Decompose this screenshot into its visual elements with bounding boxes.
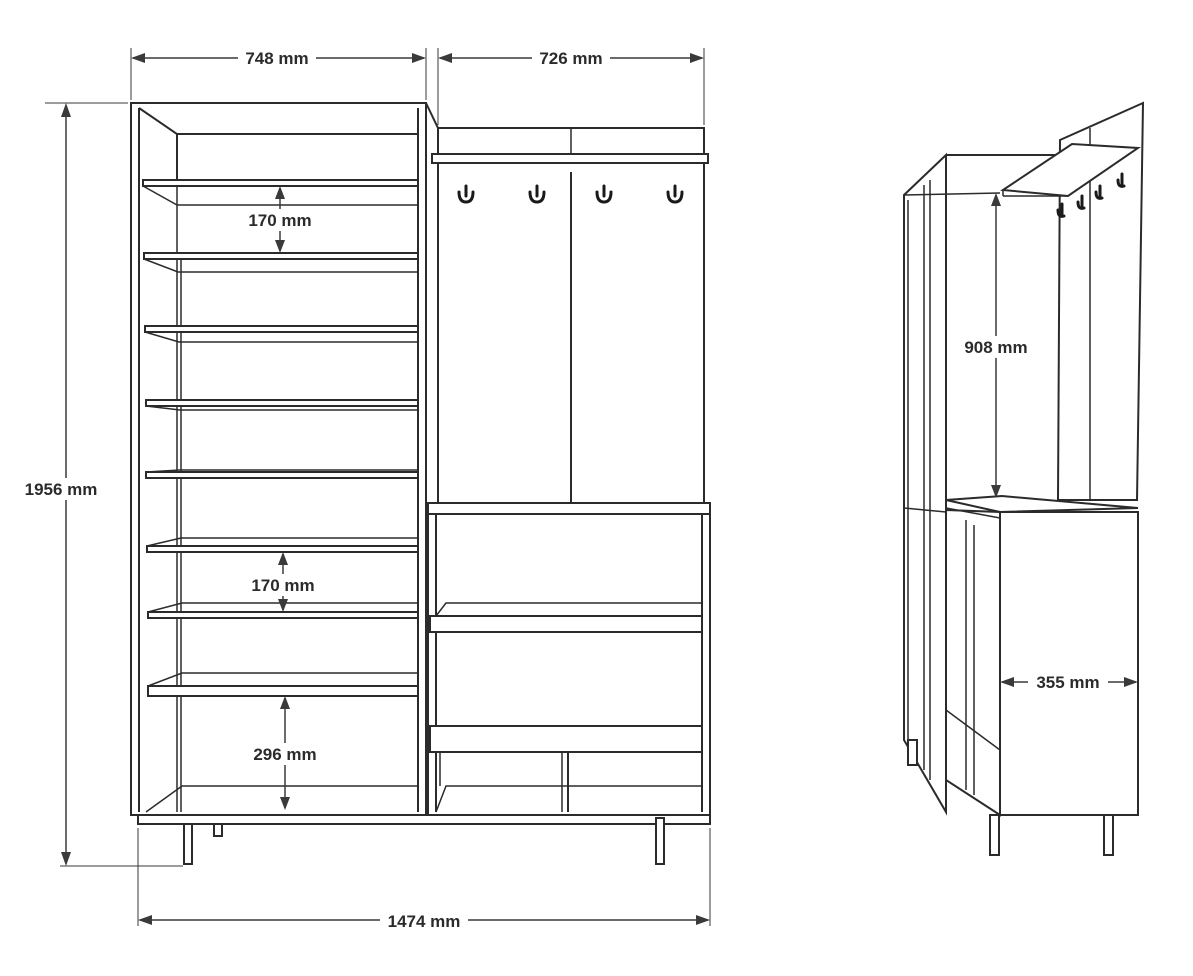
dim-bottom-gap: 296 mm (253, 745, 317, 764)
dim-left-width: 748 mm (245, 49, 309, 68)
dim-hanger-height: 908 mm (964, 338, 1028, 357)
dim-right-width: 726 mm (539, 49, 603, 68)
side-view (904, 103, 1143, 855)
dim-depth: 355 mm (1036, 673, 1100, 692)
front-right-hallstand (428, 128, 710, 815)
dim-total-height: 1956 mm (24, 480, 98, 499)
dim-total-width: 1474 mm (387, 912, 461, 931)
front-base (138, 815, 710, 864)
dim-shelf-gap-mid: 170 mm (251, 576, 315, 595)
dim-shelf-gap-top: 170 mm (248, 211, 312, 230)
shelf-5 (146, 470, 418, 478)
